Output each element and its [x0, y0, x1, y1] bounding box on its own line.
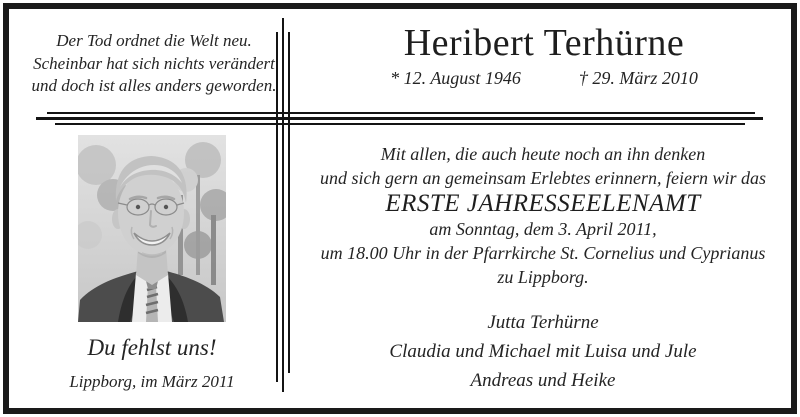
- quote-line: Scheinbar hat sich nichts verändert: [33, 53, 275, 73]
- invitation-line: Mit allen, die auch heute noch an ihn denken: [380, 144, 706, 164]
- family-name-line: Andreas und Heike: [470, 370, 616, 391]
- death-date: † 29. März 2010: [578, 68, 698, 88]
- memorial-quote: [28, 30, 280, 98]
- cross-divider-horizontal-line-top: [47, 112, 755, 114]
- photo-column: [20, 135, 284, 392]
- family-name-line: Claudia und Michael mit Luisa und Jule: [389, 341, 697, 362]
- life-dates: [305, 68, 783, 89]
- birth-date: * 12. August 1946: [390, 68, 521, 88]
- deceased-header: [305, 22, 783, 89]
- cross-divider-horizontal-line-bottom: [55, 123, 745, 125]
- event-title: ERSTE JAHRESSEELENAMT: [385, 190, 701, 217]
- announcement-column: [300, 142, 786, 395]
- cross-divider-vertical-line-right: [288, 32, 290, 373]
- family-name-line: Jutta Terhürne: [487, 312, 599, 333]
- event-detail-line: zu Lippborg.: [497, 267, 589, 287]
- quote-line: und doch ist alles anders geworden.: [31, 76, 277, 95]
- portrait-photo: [78, 135, 226, 322]
- event-detail-line: am Sonntag, dem 3. April 2011,: [429, 219, 657, 239]
- family-names: [300, 308, 786, 395]
- invitation-line: und sich gern an gemeinsam Erlebtes erinnern, feiern wir das: [320, 168, 766, 188]
- photo-caption: Du fehlst uns!: [87, 335, 217, 360]
- deceased-name: Heribert Terhürne: [403, 22, 685, 64]
- cross-divider-horizontal-line-middle: [36, 117, 763, 120]
- place-and-date: Lippborg, im März 2011: [69, 372, 235, 391]
- quote-line: Der Tod ordnet die Welt neu.: [56, 31, 252, 50]
- event-detail-line: um 18.00 Uhr in der Pfarrkirche St. Cornelius und Cyprianus: [320, 243, 766, 263]
